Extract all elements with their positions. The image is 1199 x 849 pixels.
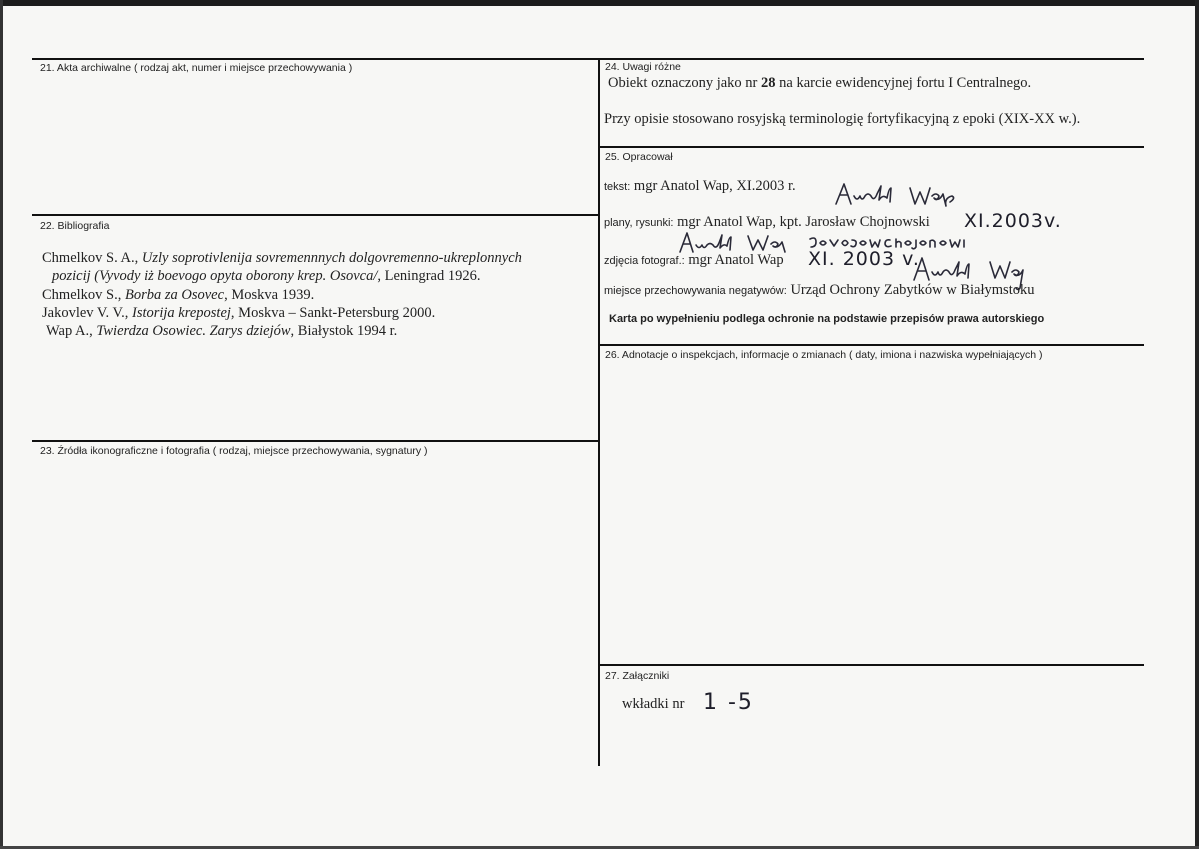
miejsce-value: Urząd Ochrony Zabytków w Białymstoku	[790, 282, 1035, 298]
bibliography-entry: pozicij (Vyvody iż boevogo opyta oborony krep. Osovca/, Leningrad 1926.	[52, 268, 481, 284]
divider-21-22	[32, 214, 598, 216]
divider-26-27	[600, 664, 1144, 666]
section-23-label: 23. Źródła ikonograficzne i fotografia ( rodzaj, miejsce przechowywania, sygnatury )	[40, 445, 428, 457]
divider-24-25	[600, 146, 1144, 148]
divider-22-23	[32, 440, 598, 442]
zdjecia-row	[604, 252, 784, 269]
tekst-row	[604, 178, 796, 195]
section-27-label: 27. Załączniki	[605, 670, 670, 682]
zdjecia-handwritten-date: XI. 2003 v.	[808, 248, 920, 270]
wkladki-value: 1 -5	[703, 690, 754, 715]
tekst-label: tekst:	[604, 181, 631, 193]
scan-edge-top	[0, 0, 1199, 6]
bibliography-entry: Chmelkov S., Borba za Osovec, Moskva 1939.	[42, 287, 315, 303]
wkladki-label: wkładki nr	[622, 696, 685, 712]
zdjecia-label: zdjęcia fotograf.:	[604, 255, 685, 267]
plany-label: plany, rysunki:	[604, 217, 674, 229]
remarks-line-2: Przy opisie stosowano rosyjską terminologię fortyfikacyjną z epoki (XIX-XX w.).	[604, 111, 1081, 127]
bibliography-entry: Jakovlev V. V., Istorija krepostej, Moskva – Sankt-Petersburg 2000.	[42, 305, 436, 321]
form-top-rule	[32, 58, 1144, 60]
zdjecia-value: mgr Anatol Wap	[688, 252, 784, 268]
scan-edge-left	[0, 0, 3, 849]
plany-row	[604, 214, 930, 231]
signature-anatol-wap-1	[834, 180, 964, 208]
plany-handwritten-date: XI.2003v.	[964, 210, 1062, 232]
plany-value: mgr Anatol Wap, kpt. Jarosław Chojnowski	[677, 214, 930, 230]
copyright-notice: Karta po wypełnieniu podlega ochronie na podstawie przepisów prawa autorskiego	[609, 313, 1045, 325]
bibliography-entry: Wap A., Twierdza Osowiec. Zarys dziejów, Białystok 1994 r.	[46, 323, 398, 339]
divider-25-26	[600, 344, 1144, 346]
remarks-line-1: Obiekt oznaczony jako nr 28 na karcie ewidencyjnej fortu I Centralnego.	[608, 75, 1032, 91]
section-22-label: 22. Bibliografia	[40, 220, 110, 232]
section-24-label: 24. Uwagi różne	[605, 61, 681, 73]
scan-edge-right	[1195, 0, 1199, 849]
bibliography-entry: Chmelkov S. A., Uzly soprotivlenija sovremennnych dolgovremenno-ukreplonnych	[42, 250, 522, 266]
miejsce-label: miejsce przechowywania negatywów:	[604, 285, 787, 297]
section-25-label: 25. Opracował	[605, 151, 673, 163]
section-21-label: 21. Akta archiwalne ( rodzaj akt, numer i miejsce przechowywania )	[40, 62, 353, 74]
tekst-value: mgr Anatol Wap, XI.2003 r.	[633, 178, 796, 194]
section-26-label: 26. Adnotacje o inspekcjach, informacje o zmianach ( daty, imiona i nazwiska wypełniających )	[605, 349, 1043, 361]
signature-anatol-wap-2	[678, 230, 798, 254]
miejsce-row	[604, 282, 1034, 299]
form-column-divider	[598, 58, 600, 766]
